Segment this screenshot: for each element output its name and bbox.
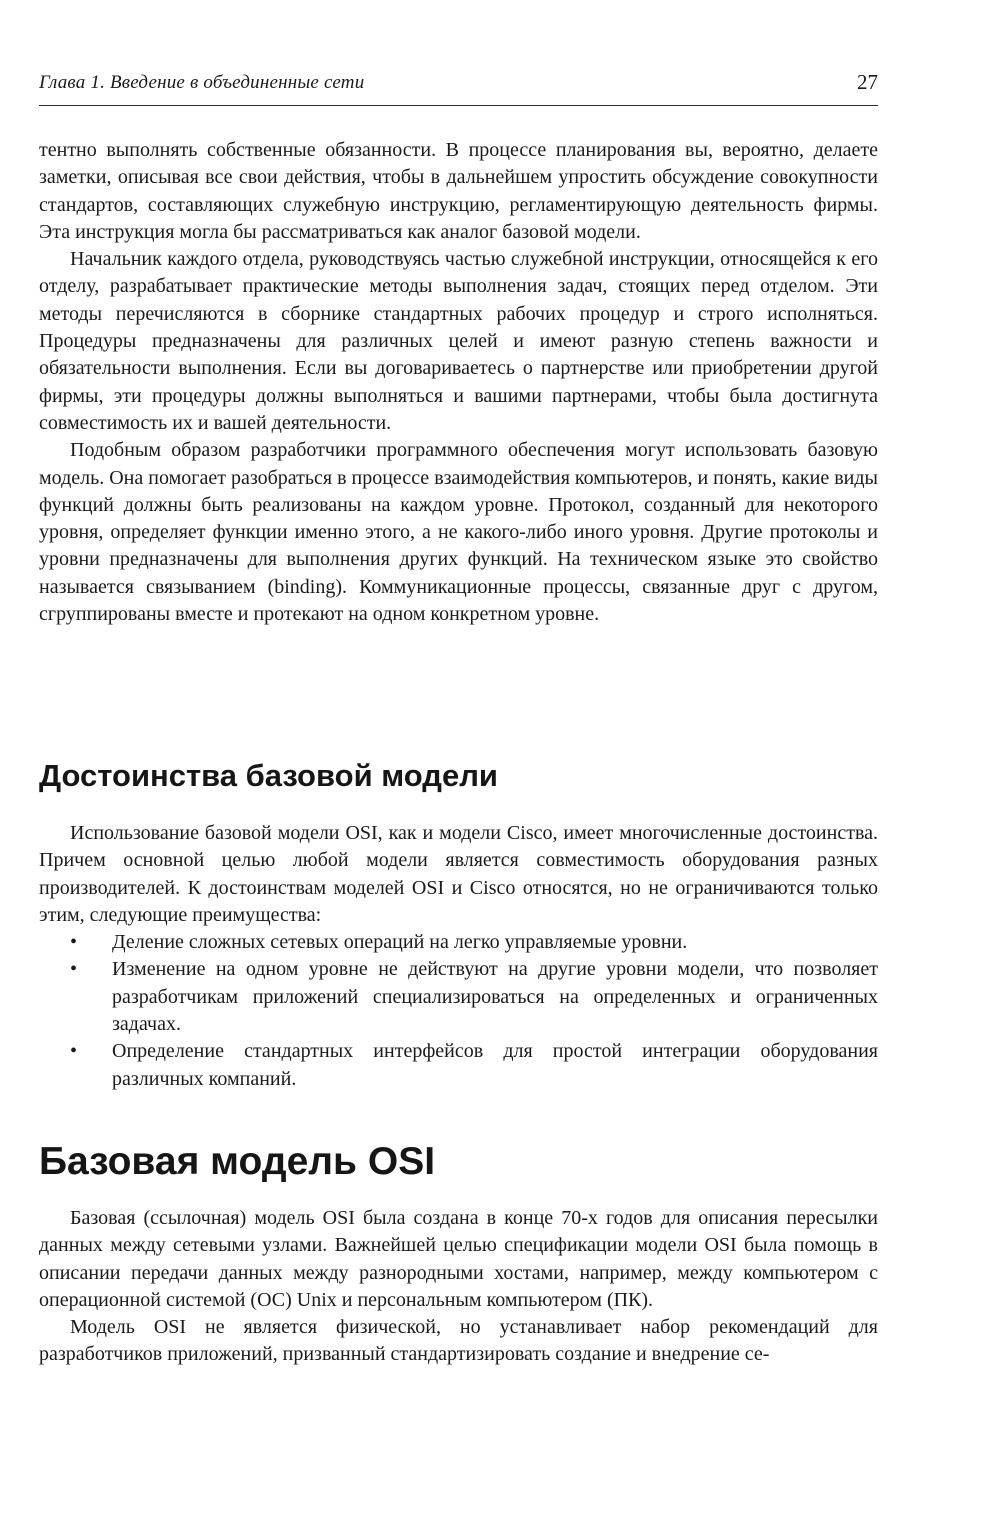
list-item bbox=[39, 929, 878, 956]
list-item bbox=[39, 956, 878, 1038]
paragraph: Базовая (ссылочная) модель OSI была создана в конце 70-х годов для описания пересылки данных между сетевыми узлами. Важнейшей целью спецификации модели OSI была помощь в описании передачи данных между разнородными хостами, например, между компьютером с операционной системой (ОС) Unix и персональным компьютером (ПК). bbox=[39, 1207, 878, 1311]
chapter-title: Глава 1. Введение в объединенные сети bbox=[39, 72, 365, 93]
bullet-icon: • bbox=[70, 1040, 78, 1063]
paragraph: тентно выполнять собственные обязанности. В процессе планирования вы, вероятно, делаете заметки, описывая все свои действия, чтобы в дальнейшем упростить обсуждение совокупности стандартов, составляющих служебную инструкцию, регламентирующую деятельность фирмы. Эта инструкция могла бы рассматриваться как аналог базовой модели. bbox=[39, 139, 878, 243]
list-item-text: Изменение на одном уровне не действуют на другие уровни модели, что позволяет разработчикам приложений специализироваться на определенных и ограниченных задачах. bbox=[112, 958, 878, 1036]
osi-text-block bbox=[39, 1205, 878, 1369]
bullet-icon: • bbox=[70, 958, 78, 981]
section-heading-osi: Базовая модель OSI bbox=[39, 1140, 436, 1183]
paragraph: Подобным образом разработчики программного обеспечения могут использовать базовую модель. Она помогает разобраться в процессе взаимодействия компьютеров, и понять, какие виды функций должны быть реализованы на каждом уровне. Протокол, созданный для некоторого уровня, определяет функции именно этого, а не какого-либо иного уровня. Другие протоколы и уровни предназначены для выполнения других функций. На техническом языке это свойство называется связыванием (binding). Коммуникационные процессы, связанные друг с другом, сгруппированы вместе и протекают на одном конкретном уровне. bbox=[39, 439, 878, 626]
header-rule bbox=[39, 105, 878, 106]
bullet-icon: • bbox=[70, 931, 78, 954]
section-heading-advantages: Достоинства базовой модели bbox=[39, 758, 498, 793]
list-item-text: Деление сложных сетевых операций на легко управляемые уровни. bbox=[112, 931, 688, 954]
advantages-text-block bbox=[39, 820, 878, 1093]
paragraph: Начальник каждого отдела, руководствуясь частью служебной инструкции, относящейся к его отделу, разрабатывает практические методы выполнения задач, стоящих перед отделом. Эти методы перечисляются в сборнике стандартных рабочих процедур и строго исполняться. Процедуры предназначены для различных целей и имеют разную степень важности и обязательности выполнения. Если вы договариваетесь о партнерстве или приобретении другой фирмы, эти процедуры должны выполняться и вашими партнерами, чтобы была достигнута совместимость их и вашей деятельности. bbox=[39, 248, 878, 434]
intro-text-block bbox=[39, 137, 878, 628]
list-item bbox=[39, 1038, 878, 1093]
book-page bbox=[39, 0, 878, 1514]
paragraph: Использование базовой модели OSI, как и модели Cisco, имеет многочисленные достоинства. Причем основной целью любой модели является совместимость оборудования разных производителей. К достоинствам моделей OSI и Cisco относятся, но не ограничиваются только этим, следующие преимущества: bbox=[39, 822, 878, 926]
running-header bbox=[39, 70, 878, 100]
list-item-text: Определение стандартных интерфейсов для простой интеграции оборудования различных компаний. bbox=[112, 1040, 878, 1090]
advantages-list bbox=[39, 929, 878, 1093]
page-number: 27 bbox=[857, 70, 878, 94]
paragraph: Модель OSI не является физической, но устанавливает набор рекомендаций для разработчиков приложений, призванный стандартизировать создание и внедрение се- bbox=[39, 1316, 878, 1366]
